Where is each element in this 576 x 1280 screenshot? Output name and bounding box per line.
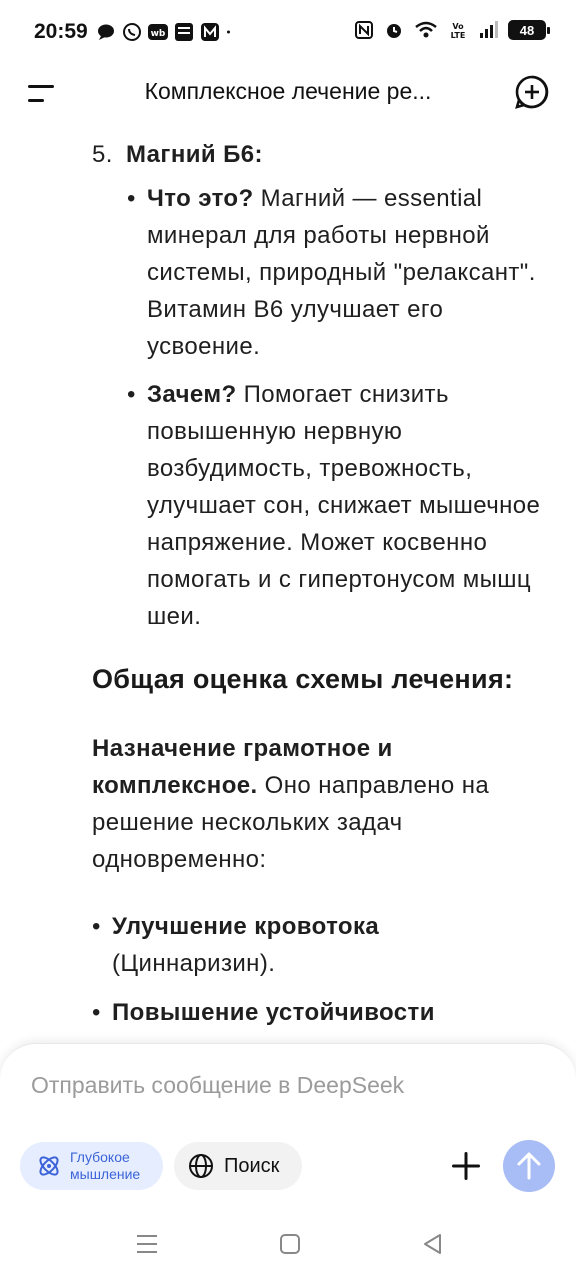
chat-content[interactable] xyxy=(0,128,576,1043)
alarm-icon xyxy=(384,20,404,40)
battery-icon xyxy=(508,20,546,40)
paragraph-text: Оно направлено на решение нескольких задач одновременно: xyxy=(92,772,490,873)
bullet-bold: Улучшение кровотока xyxy=(112,913,380,940)
chat-bubble-icon xyxy=(96,22,116,42)
back-icon[interactable] xyxy=(420,1231,446,1257)
app-bar xyxy=(0,66,576,122)
svg-text:wb: wb xyxy=(150,29,166,39)
list-heading: Магний Б6: xyxy=(126,141,263,168)
recent-apps-icon[interactable] xyxy=(134,1231,160,1257)
deep-think-toggle[interactable] xyxy=(20,1142,163,1190)
message-input[interactable]: Отправить сообщение в DeepSeek xyxy=(31,1072,405,1098)
bullet-text: Магний — essential минерал для работы нервной системы, природный "релаксант". Витамин B6 улучшает его усвоение. xyxy=(147,185,536,360)
battery-level: 48 xyxy=(519,22,535,38)
bullet-resilience xyxy=(92,994,512,1031)
status-bar xyxy=(0,0,576,66)
system-navbar xyxy=(0,1203,576,1280)
bullet-dot: • xyxy=(92,913,101,940)
globe-icon xyxy=(188,1153,214,1179)
arrow-up-icon xyxy=(515,1151,543,1181)
wb-icon xyxy=(148,22,168,42)
bullet-dot: • xyxy=(127,381,136,408)
message-composer xyxy=(0,1043,576,1203)
whatsapp-icon xyxy=(122,22,142,42)
app-icon xyxy=(174,22,194,42)
atom-icon xyxy=(34,1151,64,1181)
search-toggle[interactable] xyxy=(174,1142,302,1190)
bullet-blood-flow xyxy=(92,908,512,982)
dot-icon xyxy=(226,22,236,42)
bullet-what-is-it xyxy=(127,180,547,365)
bullet-text: Помогает снизить повышенную нервную возбудимость, тревожность, улучшает сон, снижает мышечное напряжение. Может косвенно помогать и с гипертонусом мышц шеи. xyxy=(147,381,541,630)
home-icon[interactable] xyxy=(277,1231,303,1257)
bullet-bold: Повышение устойчивости xyxy=(112,999,435,1026)
volte-icon xyxy=(448,20,468,40)
bullet-bold: Зачем? xyxy=(147,381,237,408)
list-item-5 xyxy=(92,136,263,173)
new-chat-icon[interactable] xyxy=(514,74,550,110)
bullet-text: (Циннаризин). xyxy=(112,950,276,977)
svg-text:Vo: Vo xyxy=(452,22,464,31)
paragraph-bold: Назначение грамотное и комплексное. xyxy=(92,735,393,799)
system-icons xyxy=(354,20,546,40)
signal-icon xyxy=(478,20,498,40)
list-number: 5. xyxy=(92,141,113,168)
section-title: Общая оценка схемы лечения: xyxy=(92,664,514,694)
attach-plus-icon[interactable] xyxy=(448,1148,484,1184)
chat-title[interactable]: Комплексное лечение ре... xyxy=(144,78,432,104)
bullet-dot: • xyxy=(92,999,101,1026)
status-time: 20:59 xyxy=(34,20,88,43)
deep-think-label: Глубокое мышление xyxy=(70,1149,141,1182)
send-button[interactable] xyxy=(503,1140,555,1192)
bullet-why xyxy=(127,376,547,635)
bullet-bold: Что это? xyxy=(147,185,254,212)
wifi-icon xyxy=(414,20,438,40)
notification-icons xyxy=(96,22,236,42)
paragraph xyxy=(92,730,522,878)
search-label: Поиск xyxy=(224,1154,280,1177)
svg-text:LTE: LTE xyxy=(450,31,466,40)
bullet-dot: • xyxy=(127,185,136,212)
nfc-icon xyxy=(354,20,374,40)
m-icon xyxy=(200,22,220,42)
